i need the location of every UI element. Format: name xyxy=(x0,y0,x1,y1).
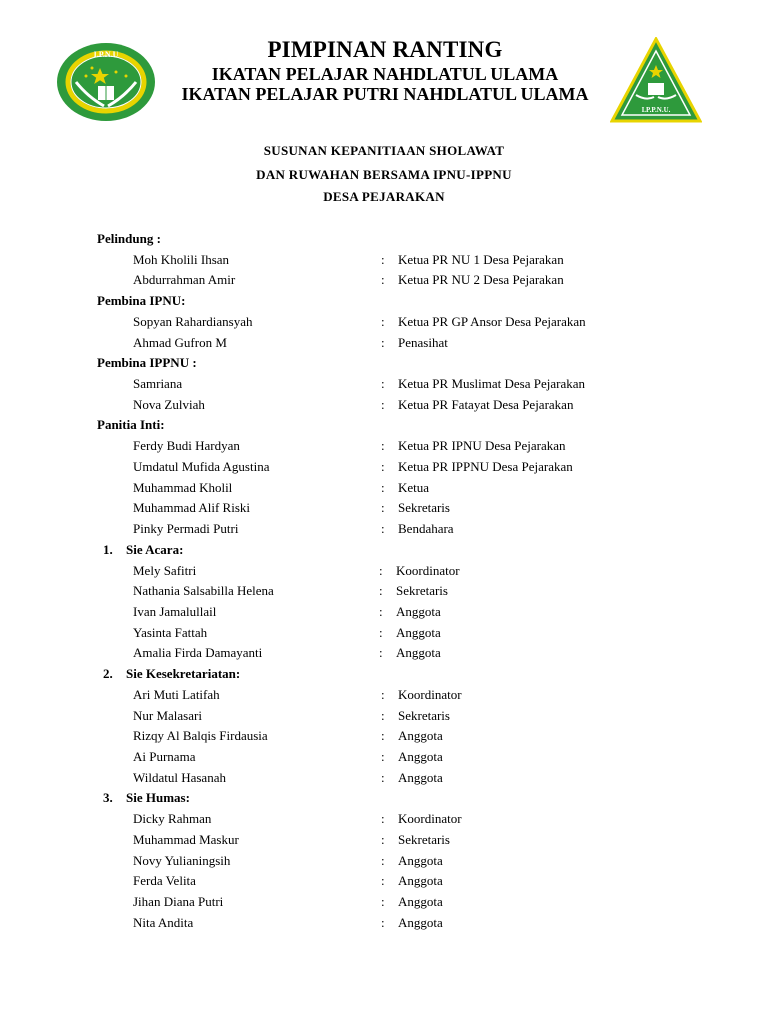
member-name: Nathania Salsabilla Helena xyxy=(133,583,274,598)
member-name: Ferdy Budi Hardyan xyxy=(133,438,240,453)
member-name: Muhammad Kholil xyxy=(133,480,233,495)
member-name: Mely Safitri xyxy=(133,563,197,578)
member-name: Rizqy Al Balqis Firdausia xyxy=(133,728,268,743)
separator-colon: : xyxy=(381,708,385,723)
section-number: 2. xyxy=(103,666,113,681)
member-name: Wildatul Hasanah xyxy=(133,770,226,785)
section-heading xyxy=(103,541,183,559)
member-name: Pinky Permadi Putri xyxy=(133,521,239,536)
ipnu-logo-text: I.P.N.U xyxy=(93,50,119,59)
section-title: Panitia Inti: xyxy=(97,417,165,432)
section-number: 1. xyxy=(103,542,113,557)
member-name: Jihan Diana Putri xyxy=(133,894,224,909)
separator-colon: : xyxy=(381,376,385,391)
member-role: Ketua PR IPNU Desa Pejarakan xyxy=(398,438,566,453)
member-name: Muhammad Alif Riski xyxy=(133,500,250,515)
member-name: Yasinta Fattah xyxy=(133,625,208,640)
letterhead-line-ipnu: IKATAN PELAJAR NAHDLATUL ULAMA xyxy=(211,64,559,84)
member-role: Ketua PR NU 1 Desa Pejarakan xyxy=(398,252,564,267)
member-role: Sekretaris xyxy=(398,708,450,723)
member-name: Abdurrahman Amir xyxy=(133,272,236,287)
member-role: Anggota xyxy=(398,873,443,888)
member-role: Anggota xyxy=(398,915,443,930)
ippnu-logo xyxy=(610,37,702,123)
section-title: Sie Kesekretariatan: xyxy=(126,666,241,681)
member-role: Koordinator xyxy=(396,563,460,578)
separator-colon: : xyxy=(379,563,383,578)
separator-colon: : xyxy=(381,397,385,412)
separator-colon: : xyxy=(379,645,383,660)
separator-colon: : xyxy=(381,252,385,267)
separator-colon: : xyxy=(381,915,385,930)
separator-colon: : xyxy=(381,811,385,826)
ippnu-logo-text: I.P.P.N.U. xyxy=(641,106,671,114)
separator-colon: : xyxy=(381,873,385,888)
member-role: Ketua PR IPPNU Desa Pejarakan xyxy=(398,459,573,474)
member-role: Anggota xyxy=(396,645,441,660)
separator-colon: : xyxy=(381,687,385,702)
member-name: Moh Kholili Ihsan xyxy=(133,252,230,267)
member-name: Ivan Jamalullail xyxy=(133,604,217,619)
separator-colon: : xyxy=(381,894,385,909)
member-name: Novy Yulianingsih xyxy=(133,853,231,868)
member-name: Samriana xyxy=(133,376,183,391)
member-name: Nita Andita xyxy=(133,915,194,930)
separator-colon: : xyxy=(381,314,385,329)
document-title-line-3: DESA PEJARAKAN xyxy=(323,189,445,204)
document-title-line-1: SUSUNAN KEPANITIAAN SHOLAWAT xyxy=(263,143,505,158)
member-role: Sekretaris xyxy=(398,500,450,515)
member-role: Ketua PR GP Ansor Desa Pejarakan xyxy=(398,314,586,329)
separator-colon: : xyxy=(379,604,383,619)
member-name: Ai Purnama xyxy=(133,749,196,764)
section-number: 3. xyxy=(103,790,113,805)
member-role: Anggota xyxy=(396,604,441,619)
member-name: Umdatul Mufida Agustina xyxy=(133,459,270,474)
member-role: Ketua PR NU 2 Desa Pejarakan xyxy=(398,272,564,287)
member-role: Koordinator xyxy=(398,687,462,702)
member-name: Muhammad Maskur xyxy=(133,832,239,847)
member-role: Anggota xyxy=(398,749,443,764)
member-role: Ketua xyxy=(398,480,430,495)
member-name: Sopyan Rahardiansyah xyxy=(133,314,253,329)
separator-colon: : xyxy=(381,749,385,764)
member-role: Anggota xyxy=(398,770,443,785)
member-role: Anggota xyxy=(398,728,443,743)
member-name: Nur Malasari xyxy=(133,708,202,723)
member-role: Sekretaris xyxy=(396,583,448,598)
member-name: Ari Muti Latifah xyxy=(133,687,220,702)
separator-colon: : xyxy=(379,625,383,640)
member-role: Koordinator xyxy=(398,811,462,826)
section-heading xyxy=(103,789,190,807)
member-role: Anggota xyxy=(398,894,443,909)
document-title-line-2: DAN RUWAHAN BERSAMA IPNU-IPPNU xyxy=(256,167,512,182)
section-heading xyxy=(103,665,240,683)
separator-colon: : xyxy=(381,272,385,287)
separator-colon: : xyxy=(381,521,385,536)
separator-colon: : xyxy=(381,438,385,453)
separator-colon: : xyxy=(381,770,385,785)
letterhead-title: PIMPINAN RANTING xyxy=(267,37,503,62)
section-title: Sie Humas: xyxy=(126,790,190,805)
separator-colon: : xyxy=(381,459,385,474)
member-role: Bendahara xyxy=(398,521,454,536)
section-title: Sie Acara: xyxy=(126,542,184,557)
member-name: Dicky Rahman xyxy=(133,811,212,826)
separator-colon: : xyxy=(381,728,385,743)
member-name: Ahmad Gufron M xyxy=(133,335,227,350)
member-role: Anggota xyxy=(396,625,441,640)
member-role: Sekretaris xyxy=(398,832,450,847)
member-role: Ketua PR Fatayat Desa Pejarakan xyxy=(398,397,574,412)
member-name: Amalia Firda Damayanti xyxy=(133,645,263,660)
separator-colon: : xyxy=(381,335,385,350)
section-title: Pembina IPNU: xyxy=(97,293,186,308)
letterhead-line-ippnu: IKATAN PELAJAR PUTRI NAHDLATUL ULAMA xyxy=(181,84,589,104)
separator-colon: : xyxy=(381,480,385,495)
separator-colon: : xyxy=(381,500,385,515)
member-role: Anggota xyxy=(398,853,443,868)
member-role: Penasihat xyxy=(398,335,448,350)
member-name: Nova Zulviah xyxy=(133,397,205,412)
separator-colon: : xyxy=(381,853,385,868)
section-title: Pembina IPPNU : xyxy=(97,355,197,370)
member-role: Ketua PR Muslimat Desa Pejarakan xyxy=(398,376,586,391)
letterhead xyxy=(170,36,600,144)
separator-colon: : xyxy=(379,583,383,598)
separator-colon: : xyxy=(381,832,385,847)
section-title: Pelindung : xyxy=(97,231,161,246)
member-name: Ferda Velita xyxy=(133,873,196,888)
ipnu-logo xyxy=(56,42,156,122)
